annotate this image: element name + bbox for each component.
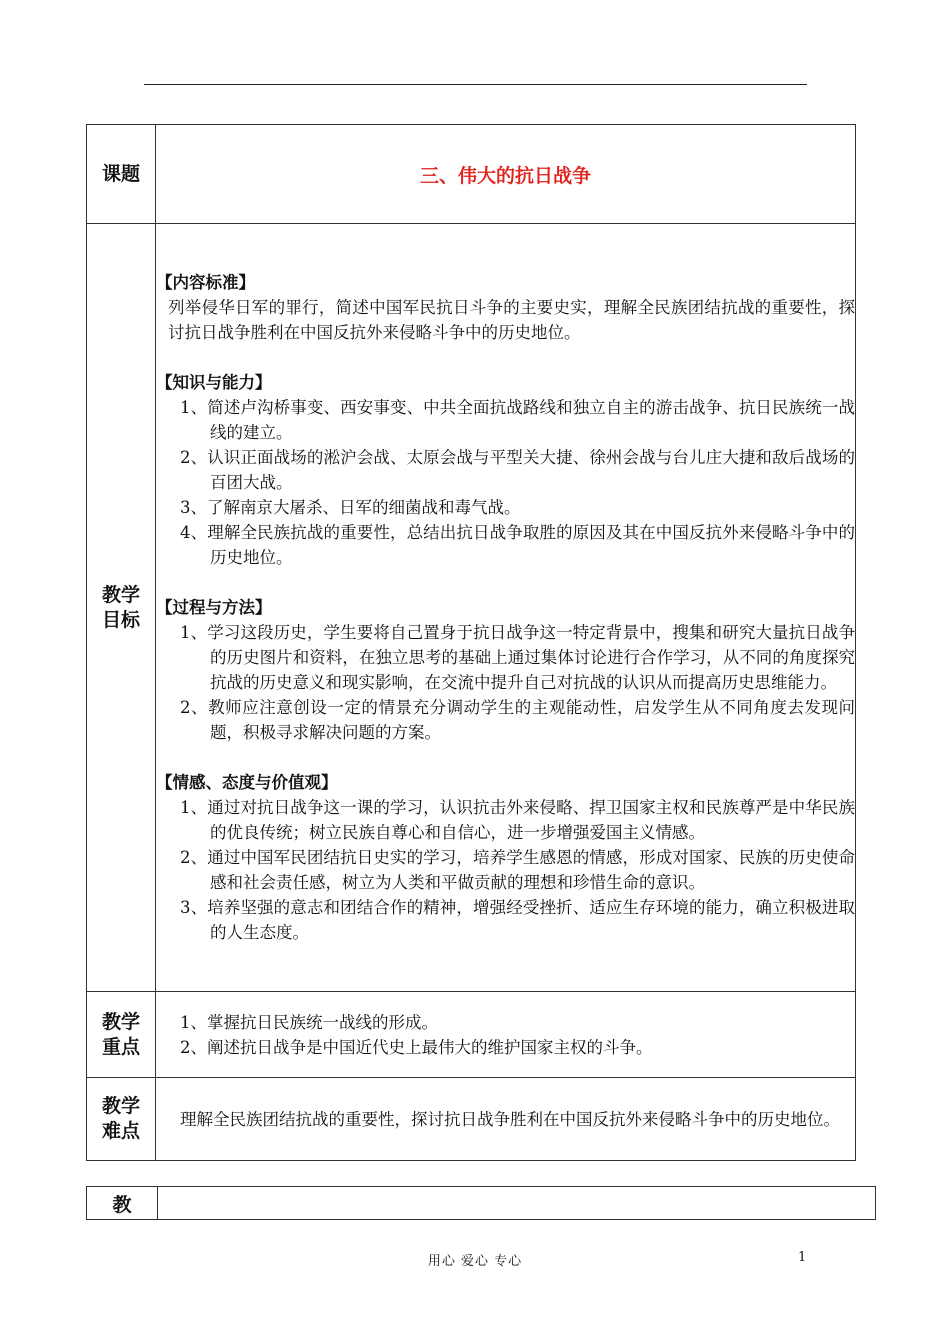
title-label: 课题 [87, 125, 156, 224]
key-points-label-line1: 教学 [101, 1010, 140, 1033]
key-points-row [87, 992, 856, 1078]
values-heading: 【情感、态度与价值观】 [156, 773, 338, 792]
difficulties-label-line1: 教学 [101, 1095, 140, 1117]
difficulties-label [87, 1078, 156, 1161]
lesson-plan-table [86, 124, 856, 1161]
knowledge-item: 4、理解全民族抗战的重要性，总结出抗日战争取胜的原因及其在中国反抗外来侵略斗争中的历史地位。 [180, 523, 855, 567]
key-point-item: 2、阐述抗日战争是中国近代史上最伟大的维护国家主权的斗争。 [180, 1037, 653, 1057]
objectives-content [156, 224, 856, 992]
knowledge-heading: 【知识与能力】 [156, 373, 272, 392]
difficulties-row [87, 1078, 856, 1161]
lesson-title: 三、伟大的抗日战争 [156, 125, 856, 224]
process-heading: 【过程与方法】 [156, 598, 272, 617]
next-section-row [87, 1187, 876, 1220]
knowledge-item: 1、简述卢沟桥事变、西安事变、中共全面抗战路线和独立自主的游击战争、抗日民族统一战线的建立。 [180, 398, 855, 442]
title-row [87, 125, 856, 224]
process-item: 2、教师应注意创设一定的情景充分调动学生的主观能动性，启发学生从不同角度去发现问题，积极寻求解决问题的方案。 [180, 698, 855, 742]
objectives-label-line1: 教学 [101, 583, 140, 606]
objectives-label-line2: 目标 [101, 608, 140, 631]
key-points-label-line2: 重点 [101, 1035, 140, 1058]
difficulties-label-line2: 难点 [101, 1120, 140, 1142]
difficulties-content [156, 1078, 856, 1161]
content-standard-heading: 【内容标准】 [156, 273, 255, 292]
difficulties-text: 理解全民族团结抗战的重要性，探讨抗日战争胜利在中国反抗外来侵略斗争中的历史地位。 [180, 1109, 840, 1129]
key-point-item: 1、掌握抗日民族统一战线的形成。 [180, 1012, 438, 1032]
page-number: 1 [798, 1250, 807, 1265]
key-points-label [87, 992, 156, 1078]
objectives-label [87, 224, 156, 992]
content-standard-text: 列举侵华日军的罪行，简述中国军民抗日斗争的主要史实，理解全民族团结抗战的重要性，探讨抗日战争胜利在中国反抗外来侵略斗争中的历史地位。 [168, 298, 855, 342]
process-item: 1、学习这段历史，学生要将自己置身于抗日战争这一特定背景中，搜集和研究大量抗日战争的历史图片和资料，在独立思考的基础上通过集体讨论进行合作学习，从不同的角度探究抗战的历史意义和现实影响，在交流中提升自己对抗战的认识从而提高历史思维能力。 [180, 623, 855, 692]
next-section-content [158, 1187, 876, 1220]
objectives-row [87, 224, 856, 992]
footer-motto: 用心 爱心 专心 [427, 1254, 523, 1269]
next-section-table [86, 1186, 876, 1220]
values-item: 1、通过对抗日战争这一课的学习，认识抗击外来侵略、捍卫国家主权和民族尊严是中华民族的优良传统；树立民族自尊心和自信心，进一步增强爱国主义情感。 [180, 798, 855, 842]
knowledge-item: 3、了解南京大屠杀、日军的细菌战和毒气战。 [180, 498, 521, 517]
key-points-content [156, 992, 856, 1078]
next-section-label: 教 [87, 1187, 158, 1220]
values-item: 3、培养坚强的意志和团结合作的精神，增强经受挫折、适应生存环境的能力，确立积极进取的人生态度。 [180, 898, 855, 942]
header-rule [144, 84, 807, 85]
values-item: 2、通过中国军民团结抗日史实的学习，培养学生感恩的情感，形成对国家、民族的历史使命感和社会责任感，树立为人类和平做贡献的理想和珍惜生命的意识。 [180, 848, 855, 892]
knowledge-item: 2、认识正面战场的淞沪会战、太原会战与平型关大捷、徐州会战与台儿庄大捷和敌后战场的百团大战。 [180, 448, 855, 492]
